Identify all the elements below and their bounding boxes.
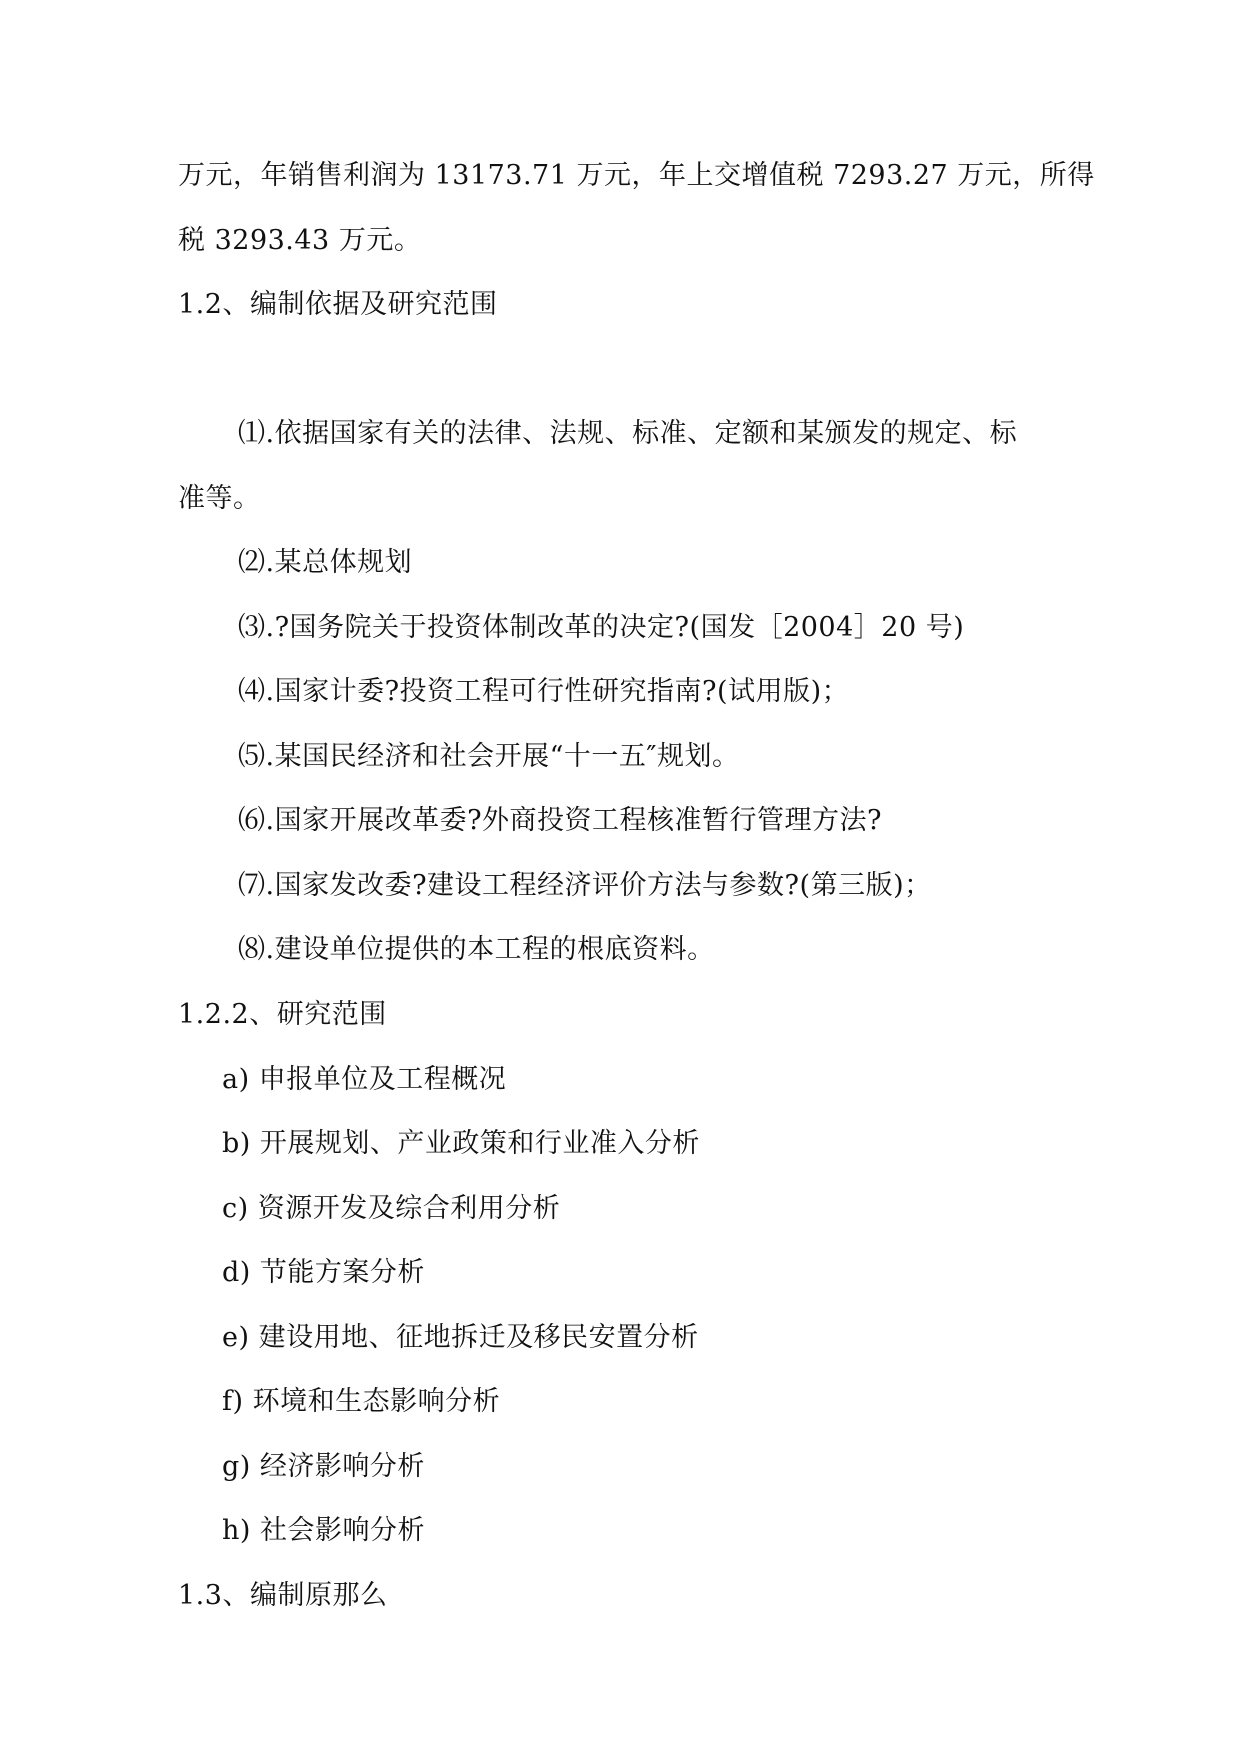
basis-item-1-line-2: 准等。	[178, 483, 261, 514]
basis-item-5: ⑸.某国民经济和社会开展“十一五″规划。	[238, 741, 740, 772]
scope-item-e: e) 建设用地、征地拆迁及移民安置分析	[222, 1322, 699, 1353]
basis-item-7: ⑺.国家发改委?建设工程经济评价方法与参数?(第三版)；	[238, 870, 932, 901]
scope-item-b: b) 开展规划、产业政策和行业准入分析	[222, 1128, 700, 1159]
scope-item-f: f) 环境和生态影响分析	[222, 1386, 501, 1417]
basis-item-1-line-1: ⑴.依据国家有关的法律、法规、标准、定额和某颁发的规定、标	[238, 418, 1018, 449]
intro-line-2: 税 3293.43 万元。	[178, 225, 422, 256]
scope-item-g: g) 经济影响分析	[222, 1451, 425, 1482]
intro-line-1: 万元，年销售利润为 13173.71 万元，年上交增值税 7293.27 万元，所得	[178, 160, 1095, 191]
scope-item-a: a) 申报单位及工程概况	[222, 1064, 507, 1095]
basis-item-2: ⑵.某总体规划	[238, 547, 413, 578]
basis-item-3: ⑶.?国务院关于投资体制改革的决定?(国发［2004］20 号)	[238, 612, 965, 643]
basis-item-6: ⑹.国家开展改革委?外商投资工程核准暂行管理方法?	[238, 805, 883, 836]
scope-item-h: h) 社会影响分析	[222, 1515, 426, 1546]
scope-item-c: c) 资源开发及综合利用分析	[222, 1193, 561, 1224]
scope-item-d: d) 节能方案分析	[222, 1257, 425, 1288]
section-heading-1-2-2: 1.2.2、研究范围	[178, 999, 387, 1030]
basis-item-4: ⑷.国家计委?投资工程可行性研究指南?(试用版)；	[238, 676, 850, 707]
section-heading-1-3: 1.3、编制原那么	[178, 1580, 388, 1611]
section-heading-1-2: 1.2、编制依据及研究范围	[178, 289, 498, 320]
basis-item-8: ⑻.建设单位提供的本工程的根底资料。	[238, 934, 715, 965]
